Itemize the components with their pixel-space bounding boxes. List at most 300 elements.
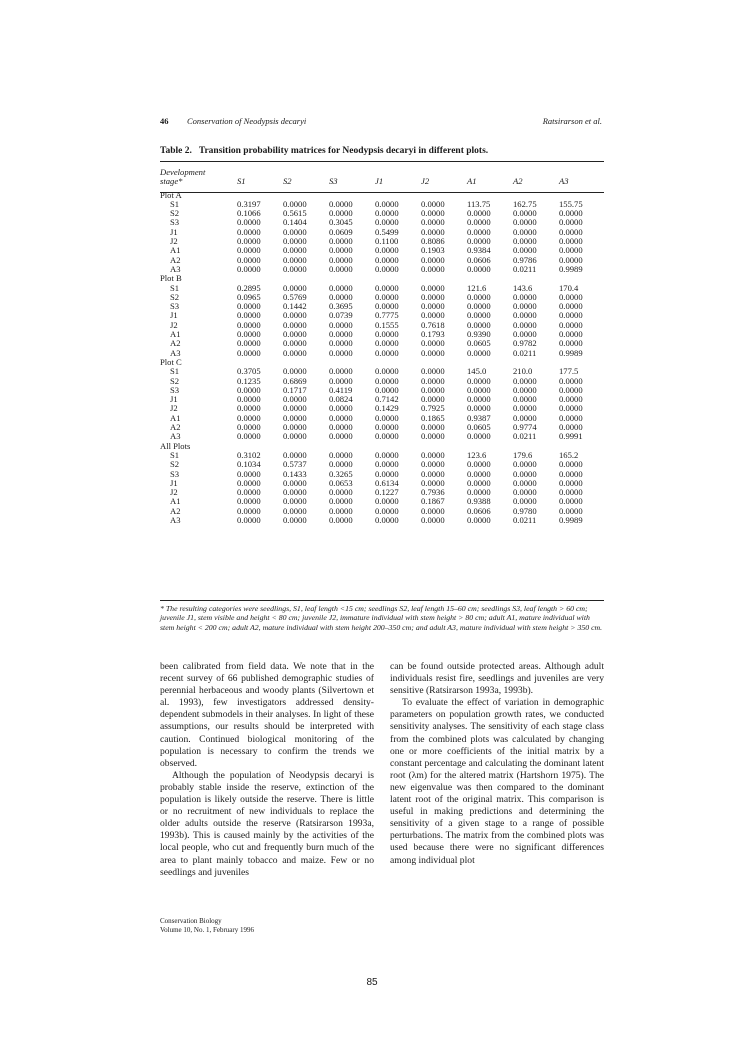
table-bottom-rule bbox=[160, 600, 604, 601]
plot-label: Plot B bbox=[160, 273, 182, 284]
matrix-cell: 0.0000 bbox=[329, 208, 353, 219]
matrix-cell: 0.0000 bbox=[559, 487, 583, 498]
matrix-cell: 0.0000 bbox=[329, 245, 353, 256]
matrix-cell: 0.0000 bbox=[329, 459, 353, 470]
matrix-cell: 0.0000 bbox=[559, 477, 583, 488]
matrix-cell: 0.0000 bbox=[237, 403, 261, 414]
matrix-cell: 0.0000 bbox=[283, 338, 307, 349]
table-row bbox=[160, 349, 604, 358]
matrix-cell: 0.0653 bbox=[329, 477, 353, 488]
matrix-cell: 0.6869 bbox=[283, 375, 307, 386]
stage-label: S2 bbox=[170, 459, 180, 470]
matrix-cell: 0.9774 bbox=[513, 422, 537, 433]
matrix-cell: 162.75 bbox=[513, 198, 537, 209]
matrix-cell: 0.0824 bbox=[329, 394, 353, 405]
matrix-cell: 0.0000 bbox=[283, 514, 307, 525]
stage-label: S3 bbox=[170, 384, 180, 395]
matrix-cell: 0.0211 bbox=[513, 514, 537, 525]
matrix-cell: 0.0000 bbox=[467, 319, 491, 330]
matrix-cell: 0.0000 bbox=[421, 505, 445, 516]
matrix-cell: 0.1865 bbox=[421, 412, 445, 423]
matrix-cell: 0.1100 bbox=[375, 236, 399, 247]
matrix-cell: 165.2 bbox=[559, 449, 579, 460]
matrix-cell: 0.0000 bbox=[283, 477, 307, 488]
matrix-cell: 0.0000 bbox=[513, 412, 537, 423]
matrix-cell: 0.5499 bbox=[375, 226, 399, 237]
stage-label: A1 bbox=[170, 412, 181, 423]
stage-label: S2 bbox=[170, 375, 180, 386]
matrix-cell: 0.0000 bbox=[559, 226, 583, 237]
stage-label: A1 bbox=[170, 329, 181, 340]
matrix-cell: 0.0000 bbox=[559, 375, 583, 386]
matrix-cell: 0.0000 bbox=[467, 384, 491, 395]
matrix-cell: 0.0000 bbox=[375, 208, 399, 219]
stage-label: S3 bbox=[170, 217, 180, 228]
matrix-cell: 0.0000 bbox=[513, 487, 537, 498]
matrix-cell: 0.0000 bbox=[467, 226, 491, 237]
matrix-cell: 0.0000 bbox=[237, 487, 261, 498]
stage-label: J1 bbox=[170, 226, 178, 237]
matrix-cell: 0.0000 bbox=[283, 245, 307, 256]
matrix-cell: 0.0000 bbox=[329, 254, 353, 265]
matrix-cell: 0.0000 bbox=[421, 477, 445, 488]
matrix-cell: 0.0000 bbox=[237, 329, 261, 340]
stage-label: J2 bbox=[170, 403, 178, 414]
matrix-cell: 0.0000 bbox=[421, 514, 445, 525]
matrix-cell: 0.1793 bbox=[421, 329, 445, 340]
matrix-cell: 0.1034 bbox=[237, 459, 261, 470]
matrix-cell: 0.1066 bbox=[237, 208, 261, 219]
matrix-cell: 0.0000 bbox=[467, 301, 491, 312]
column-header: A1 bbox=[467, 176, 477, 187]
matrix-cell: 0.1867 bbox=[421, 496, 445, 507]
matrix-cell: 0.0000 bbox=[329, 329, 353, 340]
body-left-column bbox=[160, 661, 374, 879]
matrix-cell: 0.3705 bbox=[237, 366, 261, 377]
matrix-cell: 0.0000 bbox=[421, 301, 445, 312]
matrix-cell: 0.1433 bbox=[283, 468, 307, 479]
matrix-cell: 0.9782 bbox=[513, 338, 537, 349]
matrix-cell: 0.0000 bbox=[421, 310, 445, 321]
matrix-cell: 0.0211 bbox=[513, 347, 537, 358]
matrix-cell: 0.0000 bbox=[237, 338, 261, 349]
matrix-cell: 0.0000 bbox=[513, 226, 537, 237]
matrix-cell: 0.0000 bbox=[421, 254, 445, 265]
matrix-cell: 0.0000 bbox=[329, 291, 353, 302]
matrix-cell: 0.0000 bbox=[421, 468, 445, 479]
stage-label: J2 bbox=[170, 319, 178, 330]
matrix-cell: 0.0000 bbox=[421, 366, 445, 377]
plot-label: Plot A bbox=[160, 189, 182, 200]
matrix-cell: 0.0000 bbox=[421, 431, 445, 442]
matrix-cell: 0.1429 bbox=[375, 403, 399, 414]
matrix-cell: 0.0000 bbox=[237, 319, 261, 330]
paragraph: can be found outside protected areas. Although adult individuals resist fire, seedlings and juveniles are very sensitive (Ratsirarson 1993a, 1993b). bbox=[390, 661, 604, 697]
matrix-cell: 0.9989 bbox=[559, 347, 583, 358]
matrix-cell: 0.0605 bbox=[467, 422, 491, 433]
matrix-cell: 0.0000 bbox=[375, 338, 399, 349]
matrix-cell: 0.1442 bbox=[283, 301, 307, 312]
plot-label: Plot C bbox=[160, 356, 182, 367]
stage-label: A3 bbox=[170, 263, 181, 274]
stage-label: A3 bbox=[170, 347, 181, 358]
matrix-cell: 0.0000 bbox=[467, 477, 491, 488]
matrix-cell: 0.0000 bbox=[329, 366, 353, 377]
matrix-cell: 0.3695 bbox=[329, 301, 353, 312]
matrix-cell: 143.6 bbox=[513, 282, 533, 293]
matrix-cell: 0.1227 bbox=[375, 487, 399, 498]
matrix-cell: 0.1903 bbox=[421, 245, 445, 256]
matrix-cell: 0.0000 bbox=[421, 394, 445, 405]
matrix-cell: 0.0000 bbox=[421, 226, 445, 237]
matrix-cell: 0.9989 bbox=[559, 263, 583, 274]
matrix-cell: 0.0000 bbox=[283, 254, 307, 265]
matrix-cell: 0.0000 bbox=[513, 291, 537, 302]
matrix-cell: 0.1555 bbox=[375, 319, 399, 330]
table-header-row bbox=[160, 168, 604, 187]
stage-label: S1 bbox=[170, 366, 180, 377]
matrix-cell: 0.0000 bbox=[467, 263, 491, 274]
matrix-cell: 0.0000 bbox=[375, 301, 399, 312]
paragraph: been calibrated from field data. We note that in the recent survey of 66 published demographic studies of perennial herbaceous and woody plants (Silvertown et al. 1993), few investigators addressed density-dependent submodels in their analyses. In light of these assumptions, our results should be interpreted with caution. Continued biological monitoring of the population is necessary to confirm the trends we observed. bbox=[160, 661, 374, 769]
matrix-cell: 0.0000 bbox=[237, 347, 261, 358]
matrix-cell: 0.0000 bbox=[467, 431, 491, 442]
matrix-cell: 0.0000 bbox=[513, 208, 537, 219]
matrix-cell: 0.0000 bbox=[375, 245, 399, 256]
stage-label: S1 bbox=[170, 282, 180, 293]
matrix-cell: 0.0000 bbox=[237, 505, 261, 516]
running-title: Conservation of Neodypsis decaryi bbox=[187, 116, 307, 126]
matrix-cell: 0.5737 bbox=[283, 459, 307, 470]
matrix-cell: 0.0000 bbox=[375, 329, 399, 340]
matrix-cell: 0.0000 bbox=[513, 403, 537, 414]
matrix-cell: 0.1235 bbox=[237, 375, 261, 386]
matrix-cell: 0.0000 bbox=[375, 347, 399, 358]
column-header: A3 bbox=[559, 176, 569, 187]
matrix-cell: 0.0000 bbox=[467, 236, 491, 247]
matrix-cell: 0.0000 bbox=[421, 217, 445, 228]
matrix-cell: 0.0000 bbox=[237, 431, 261, 442]
matrix-cell: 0.0211 bbox=[513, 263, 537, 274]
journal-volume: Volume 10, No. 1, February 1996 bbox=[160, 926, 254, 934]
matrix-cell: 179.6 bbox=[513, 449, 533, 460]
column-header: S2 bbox=[283, 176, 292, 187]
matrix-cell: 0.3045 bbox=[329, 217, 353, 228]
matrix-cell: 0.0965 bbox=[237, 291, 261, 302]
matrix-cell: 0.0000 bbox=[559, 310, 583, 321]
stage-label: J1 bbox=[170, 477, 178, 488]
matrix-cell: 0.0000 bbox=[375, 198, 399, 209]
matrix-cell: 0.9989 bbox=[559, 514, 583, 525]
matrix-cell: 0.0000 bbox=[421, 198, 445, 209]
matrix-cell: 0.0000 bbox=[237, 477, 261, 488]
matrix-cell: 0.0000 bbox=[421, 338, 445, 349]
stage-label: A1 bbox=[170, 496, 181, 507]
matrix-cell: 0.0000 bbox=[237, 245, 261, 256]
matrix-cell: 0.0000 bbox=[421, 208, 445, 219]
matrix-cell: 0.0000 bbox=[329, 496, 353, 507]
matrix-cell: 0.0000 bbox=[559, 422, 583, 433]
matrix-cell: 0.0000 bbox=[559, 236, 583, 247]
matrix-cell: 0.0000 bbox=[375, 282, 399, 293]
matrix-cell: 0.0000 bbox=[467, 403, 491, 414]
matrix-cell: 0.0000 bbox=[421, 384, 445, 395]
matrix-cell: 0.0000 bbox=[421, 375, 445, 386]
matrix-cell: 0.9780 bbox=[513, 505, 537, 516]
stage-label: A2 bbox=[170, 505, 181, 516]
matrix-cell: 0.0000 bbox=[559, 403, 583, 414]
matrix-cell: 0.0000 bbox=[513, 319, 537, 330]
matrix-cell: 0.0000 bbox=[513, 496, 537, 507]
body-right-column bbox=[390, 661, 604, 867]
matrix-cell: 0.7142 bbox=[375, 394, 399, 405]
matrix-cell: 0.0000 bbox=[559, 394, 583, 405]
stage-label: J1 bbox=[170, 394, 178, 405]
matrix-cell: 0.0000 bbox=[283, 505, 307, 516]
matrix-cell: 0.0000 bbox=[421, 282, 445, 293]
matrix-cell: 0.0000 bbox=[467, 310, 491, 321]
matrix-cell: 0.0000 bbox=[283, 394, 307, 405]
matrix-cell: 0.0000 bbox=[513, 477, 537, 488]
matrix-cell: 0.0000 bbox=[283, 319, 307, 330]
matrix-cell: 0.0606 bbox=[467, 505, 491, 516]
stage-label: A3 bbox=[170, 431, 181, 442]
matrix-cell: 0.0000 bbox=[467, 347, 491, 358]
matrix-cell: 0.9390 bbox=[467, 329, 491, 340]
stage-label: S1 bbox=[170, 198, 180, 209]
matrix-cell: 0.9786 bbox=[513, 254, 537, 265]
matrix-cell: 0.0000 bbox=[513, 245, 537, 256]
matrix-cell: 0.0000 bbox=[329, 282, 353, 293]
matrix-cell: 0.0000 bbox=[467, 487, 491, 498]
page-number: 46 bbox=[160, 116, 169, 126]
matrix-cell: 0.0000 bbox=[329, 431, 353, 442]
matrix-cell: 0.0000 bbox=[559, 329, 583, 340]
matrix-cell: 0.0000 bbox=[513, 459, 537, 470]
matrix-cell: 0.0000 bbox=[375, 366, 399, 377]
table-row bbox=[160, 432, 604, 441]
matrix-cell: 0.0000 bbox=[283, 449, 307, 460]
matrix-cell: 0.4119 bbox=[329, 384, 353, 395]
matrix-cell: 0.0000 bbox=[559, 459, 583, 470]
matrix-cell: 0.0000 bbox=[237, 254, 261, 265]
matrix-cell: 0.9388 bbox=[467, 496, 491, 507]
matrix-cell: 0.0000 bbox=[329, 375, 353, 386]
matrix-cell: 0.0000 bbox=[375, 514, 399, 525]
matrix-cell: 0.9991 bbox=[559, 431, 583, 442]
matrix-cell: 0.0000 bbox=[329, 422, 353, 433]
matrix-cell: 0.0000 bbox=[375, 375, 399, 386]
matrix-cell: 0.0000 bbox=[375, 468, 399, 479]
matrix-cell: 0.0000 bbox=[559, 384, 583, 395]
matrix-cell: 0.0000 bbox=[513, 217, 537, 228]
stage-label: S3 bbox=[170, 468, 180, 479]
matrix-cell: 0.0000 bbox=[513, 301, 537, 312]
matrix-cell: 145.0 bbox=[467, 366, 487, 377]
plot-label: All Plots bbox=[160, 440, 191, 451]
matrix-cell: 0.0000 bbox=[467, 375, 491, 386]
table-caption bbox=[160, 146, 488, 156]
matrix-cell: 0.0000 bbox=[513, 468, 537, 479]
matrix-cell: 0.0000 bbox=[375, 291, 399, 302]
matrix-cell: 0.0000 bbox=[513, 394, 537, 405]
matrix-cell: 0.0000 bbox=[329, 487, 353, 498]
stub-header-line1: Development bbox=[160, 167, 206, 177]
column-header: J2 bbox=[421, 176, 430, 187]
stage-label: J2 bbox=[170, 487, 178, 498]
matrix-cell: 155.75 bbox=[559, 198, 583, 209]
scan-page-number: 85 bbox=[366, 977, 378, 988]
matrix-cell: 0.0000 bbox=[329, 319, 353, 330]
matrix-cell: 0.0000 bbox=[237, 468, 261, 479]
matrix-cell: 0.0000 bbox=[283, 198, 307, 209]
matrix-cell: 0.0000 bbox=[329, 449, 353, 460]
matrix-cell: 0.0000 bbox=[283, 347, 307, 358]
stage-label: A1 bbox=[170, 245, 181, 256]
paragraph: To evaluate the effect of variation in demographic parameters on population growth rates, we conducted sensitivity analyses. The sensitivity of each stage class from the combined plots was calculated by changing one or more coefficients of the initial matrix by a constant percentage and calculating the dominant latent root (λm) for the altered matrix (Hartshorn 1975). The new eigenvalue was then compared to the dominant latent root of the original matrix. This comparison is useful in making predictions and determining the sensitivity of a given stage to a range of possible perturbations. The matrix from the combined plots was used because there were no significant differences among individual plot bbox=[390, 697, 604, 866]
stub-header-line2: stage* bbox=[160, 176, 183, 187]
matrix-cell: 0.0000 bbox=[559, 412, 583, 423]
matrix-cell: 0.3197 bbox=[237, 198, 261, 209]
matrix-cell: 0.0000 bbox=[283, 403, 307, 414]
running-author: Ratsirarson et al. bbox=[542, 116, 602, 126]
matrix-cell: 0.0000 bbox=[329, 403, 353, 414]
matrix-cell: 0.0000 bbox=[237, 236, 261, 247]
matrix-cell: 0.0739 bbox=[329, 310, 353, 321]
matrix-cell: 0.0000 bbox=[283, 226, 307, 237]
matrix-cell: 0.0000 bbox=[375, 505, 399, 516]
matrix-cell: 0.5615 bbox=[283, 208, 307, 219]
matrix-cell: 0.3102 bbox=[237, 449, 261, 460]
matrix-cell: 0.0000 bbox=[237, 422, 261, 433]
table-caption-label: Table 2. bbox=[160, 146, 192, 156]
matrix-cell: 0.0000 bbox=[559, 338, 583, 349]
matrix-cell: 0.7618 bbox=[421, 319, 445, 330]
transition-matrix-table bbox=[160, 168, 604, 525]
matrix-cell: 0.0000 bbox=[329, 412, 353, 423]
matrix-cell: 0.0609 bbox=[329, 226, 353, 237]
matrix-cell: 0.0000 bbox=[559, 319, 583, 330]
matrix-cell: 0.0211 bbox=[513, 431, 537, 442]
matrix-cell: 0.0000 bbox=[467, 468, 491, 479]
table-row bbox=[160, 516, 604, 525]
matrix-cell: 0.0000 bbox=[559, 245, 583, 256]
matrix-cell: 0.0000 bbox=[283, 263, 307, 274]
matrix-cell: 0.0000 bbox=[421, 263, 445, 274]
matrix-cell: 0.0000 bbox=[375, 384, 399, 395]
matrix-cell: 0.0000 bbox=[513, 375, 537, 386]
matrix-cell: 0.0000 bbox=[237, 301, 261, 312]
matrix-cell: 0.0000 bbox=[467, 217, 491, 228]
matrix-cell: 0.9387 bbox=[467, 412, 491, 423]
matrix-cell: 0.0000 bbox=[237, 217, 261, 228]
matrix-cell: 0.0000 bbox=[375, 459, 399, 470]
matrix-cell: 0.0000 bbox=[559, 291, 583, 302]
matrix-cell: 0.3265 bbox=[329, 468, 353, 479]
stage-label: S2 bbox=[170, 291, 180, 302]
matrix-cell: 0.0000 bbox=[237, 514, 261, 525]
matrix-cell: 0.0000 bbox=[283, 329, 307, 340]
matrix-cell: 0.0000 bbox=[375, 449, 399, 460]
matrix-cell: 123.6 bbox=[467, 449, 487, 460]
matrix-cell: 0.0000 bbox=[329, 198, 353, 209]
matrix-cell: 0.0000 bbox=[559, 505, 583, 516]
matrix-cell: 0.0606 bbox=[467, 254, 491, 265]
matrix-cell: 0.7936 bbox=[421, 487, 445, 498]
matrix-cell: 0.7775 bbox=[375, 310, 399, 321]
paragraph: Although the population of Neodypsis decaryi is probably stable inside the reserve, extinction of the population is likely outside the reserve. There is little or no recruitment of new individuals to replace the older adults outside the reserve (Ratsirarson 1993a, 1993b). This is caused mainly by the activities of the local people, who cut and frequently burn much of the area to plant mainly tobacco and maize. Few or no seedlings and juveniles bbox=[160, 769, 374, 878]
matrix-cell: 0.0000 bbox=[467, 514, 491, 525]
matrix-cell: 0.0000 bbox=[421, 291, 445, 302]
stage-label: S1 bbox=[170, 449, 180, 460]
matrix-cell: 210.0 bbox=[513, 366, 533, 377]
matrix-cell: 0.0000 bbox=[467, 291, 491, 302]
table-row bbox=[160, 265, 604, 274]
matrix-cell: 0.0000 bbox=[559, 496, 583, 507]
matrix-cell: 0.0000 bbox=[329, 263, 353, 274]
journal-info bbox=[160, 917, 254, 935]
matrix-cell: 0.0000 bbox=[237, 263, 261, 274]
matrix-cell: 0.0000 bbox=[559, 468, 583, 479]
matrix-cell: 0.2895 bbox=[237, 282, 261, 293]
matrix-cell: 0.0000 bbox=[329, 236, 353, 247]
matrix-cell: 0.7925 bbox=[421, 403, 445, 414]
matrix-cell: 0.0000 bbox=[237, 394, 261, 405]
stub-header bbox=[160, 168, 237, 187]
matrix-cell: 0.0000 bbox=[375, 422, 399, 433]
matrix-cell: 0.0000 bbox=[467, 208, 491, 219]
matrix-cell: 0.6134 bbox=[375, 477, 399, 488]
matrix-cell: 170.4 bbox=[559, 282, 579, 293]
matrix-cell: 0.0000 bbox=[329, 514, 353, 525]
matrix-cell: 0.0000 bbox=[559, 254, 583, 265]
matrix-cell: 0.5769 bbox=[283, 291, 307, 302]
matrix-cell: 0.0000 bbox=[283, 236, 307, 247]
matrix-cell: 0.0000 bbox=[513, 329, 537, 340]
matrix-cell: 0.0000 bbox=[559, 301, 583, 312]
column-header: S1 bbox=[237, 176, 246, 187]
matrix-cell: 0.0000 bbox=[513, 310, 537, 321]
matrix-cell: 0.0000 bbox=[375, 412, 399, 423]
matrix-cell: 0.0000 bbox=[283, 310, 307, 321]
table-top-rule bbox=[160, 161, 604, 162]
matrix-cell: 0.0000 bbox=[421, 422, 445, 433]
matrix-cell: 0.0000 bbox=[375, 496, 399, 507]
matrix-cell: 0.9384 bbox=[467, 245, 491, 256]
stage-label: A2 bbox=[170, 338, 181, 349]
matrix-cell: 0.0000 bbox=[283, 412, 307, 423]
matrix-cell: 0.0000 bbox=[513, 236, 537, 247]
stage-label: A3 bbox=[170, 514, 181, 525]
stage-label: A2 bbox=[170, 254, 181, 265]
matrix-cell: 0.0000 bbox=[237, 310, 261, 321]
matrix-cell: 0.1404 bbox=[283, 217, 307, 228]
matrix-cell: 0.0000 bbox=[283, 282, 307, 293]
matrix-cell: 0.0000 bbox=[329, 505, 353, 516]
matrix-cell: 177.5 bbox=[559, 366, 579, 377]
matrix-cell: 0.0000 bbox=[375, 254, 399, 265]
matrix-cell: 0.8086 bbox=[421, 236, 445, 247]
stage-label: S2 bbox=[170, 208, 180, 219]
matrix-cell: 0.0605 bbox=[467, 338, 491, 349]
stage-label: J2 bbox=[170, 236, 178, 247]
matrix-cell: 0.0000 bbox=[421, 449, 445, 460]
matrix-cell: 0.0000 bbox=[513, 384, 537, 395]
matrix-cell: 0.0000 bbox=[329, 347, 353, 358]
matrix-cell: 0.0000 bbox=[283, 487, 307, 498]
matrix-cell: 0.0000 bbox=[421, 459, 445, 470]
matrix-cell: 0.0000 bbox=[237, 412, 261, 423]
